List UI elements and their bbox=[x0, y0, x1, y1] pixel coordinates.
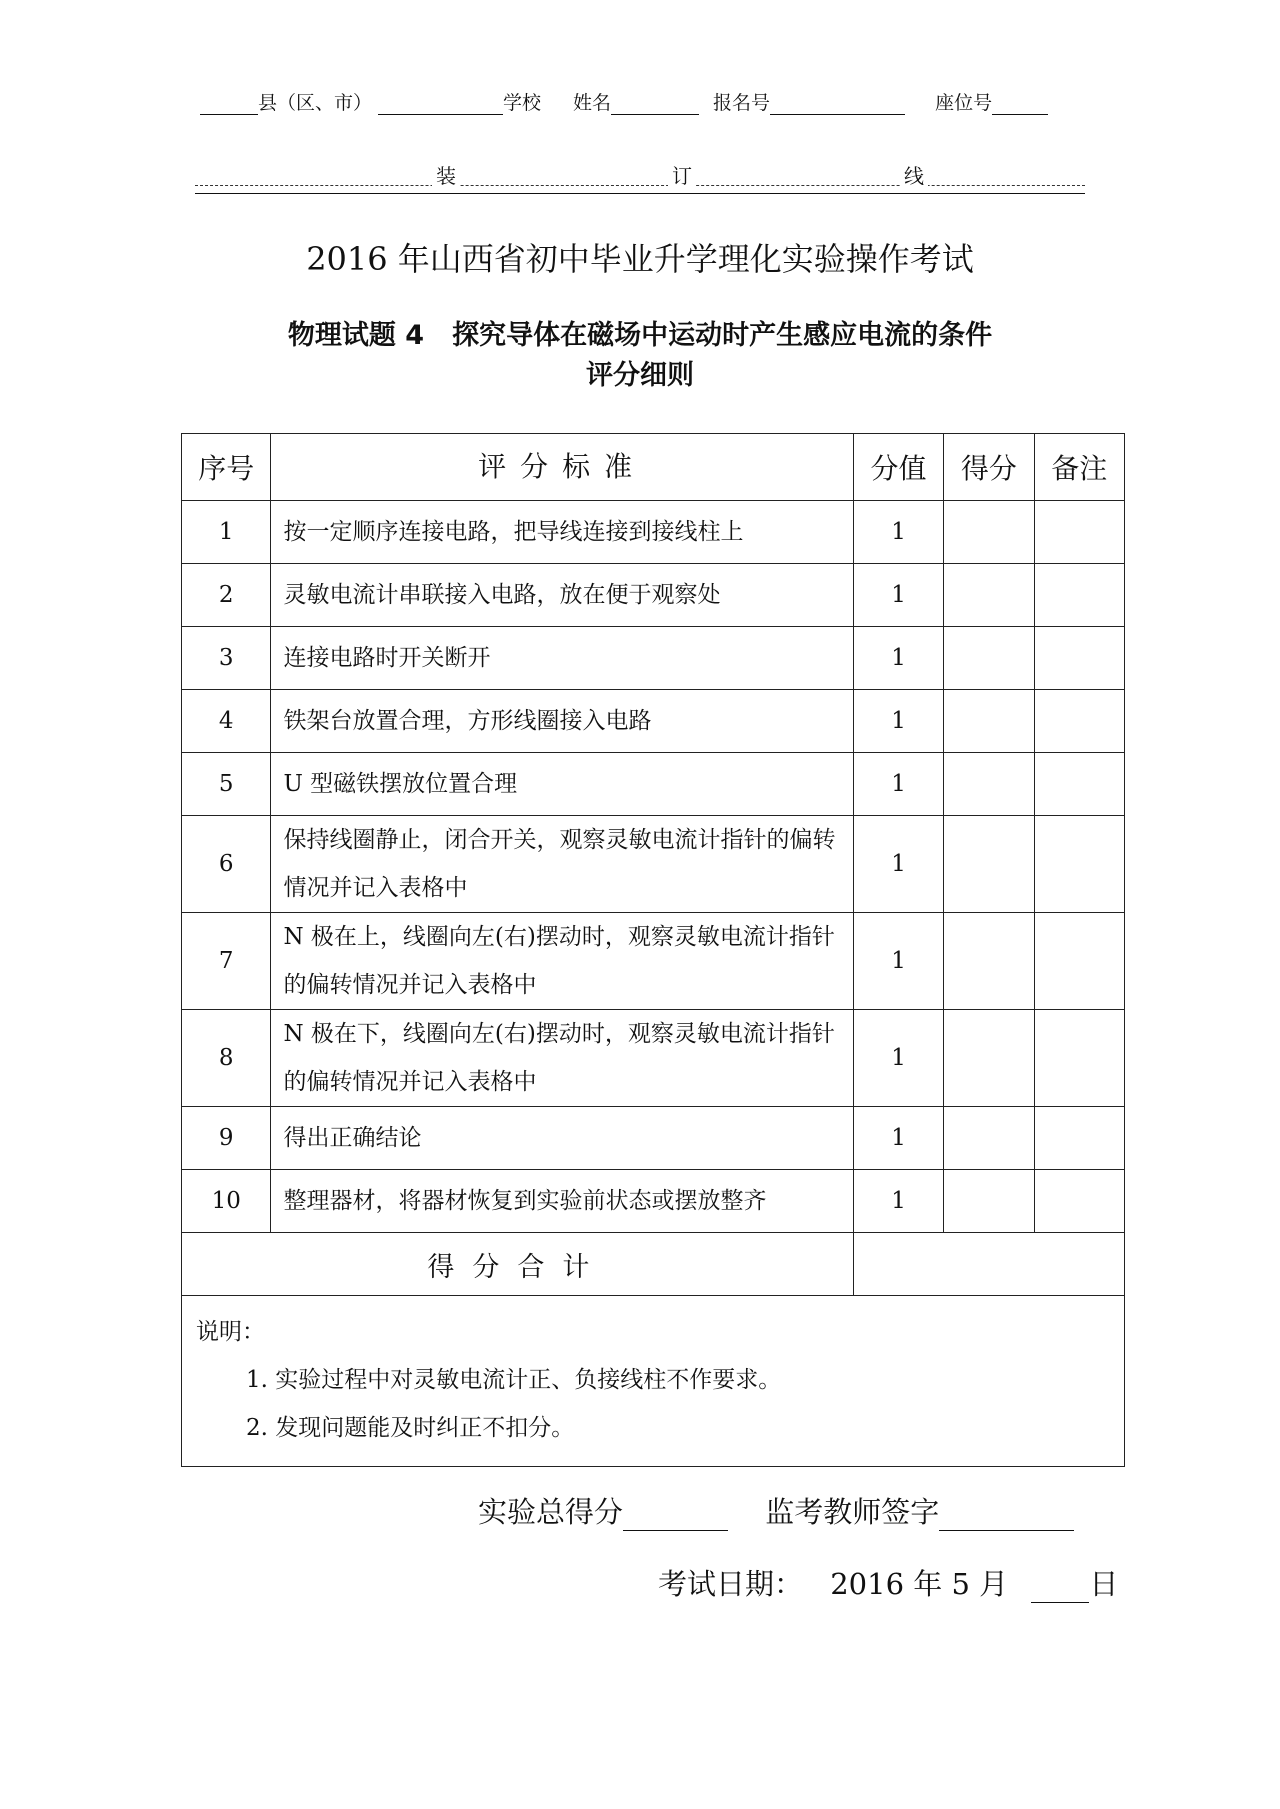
name-blank[interactable] bbox=[611, 92, 699, 115]
row-criteria: N 极在上，线圈向左(右)摆动时，观察灵敏电流计指针的偏转情况并记入表格中 bbox=[271, 913, 853, 1010]
row-note-cell[interactable] bbox=[1034, 627, 1124, 690]
row-criteria: U 型磁铁摆放位置合理 bbox=[271, 753, 853, 816]
exam-date-label: 考试日期： bbox=[658, 1567, 804, 1601]
header-score: 得分 bbox=[944, 434, 1034, 501]
row-note-cell[interactable] bbox=[1034, 690, 1124, 753]
row-number: 10 bbox=[182, 1170, 271, 1233]
row-value: 1 bbox=[853, 913, 943, 1010]
table-header-row bbox=[182, 434, 1125, 501]
row-number: 7 bbox=[182, 913, 271, 1010]
row-note-cell[interactable] bbox=[1034, 753, 1124, 816]
row-value: 1 bbox=[853, 1107, 943, 1170]
table-row bbox=[182, 753, 1125, 816]
row-criteria: 保持线圈静止，闭合开关，观察灵敏电流计指针的偏转情况并记入表格中 bbox=[271, 816, 853, 913]
binding-char-1: 装 bbox=[432, 160, 460, 189]
table-row bbox=[182, 1107, 1125, 1170]
total-row bbox=[182, 1233, 1125, 1296]
row-note-cell[interactable] bbox=[1034, 501, 1124, 564]
table-row bbox=[182, 1170, 1125, 1233]
exam-date-line bbox=[658, 1562, 1118, 1603]
school-blank[interactable] bbox=[378, 92, 503, 115]
header-note: 备注 bbox=[1034, 434, 1124, 501]
header-value: 分值 bbox=[853, 434, 943, 501]
scoring-rules-label: 评分细则 bbox=[586, 360, 694, 391]
exam-date-value: 2016 年 5 月 bbox=[830, 1567, 1009, 1601]
scoring-table bbox=[181, 433, 1125, 1467]
total-score-label: 实验总得分 bbox=[478, 1495, 624, 1529]
registration-blank[interactable] bbox=[770, 92, 905, 115]
registration-label: 报名号 bbox=[713, 92, 771, 114]
row-score-cell[interactable] bbox=[944, 627, 1034, 690]
county-label: 县（区、市） bbox=[258, 92, 373, 114]
note-item-1: 1. 实验过程中对灵敏电流计正、负接线柱不作要求。 bbox=[246, 1367, 782, 1393]
total-label: 得分合计 bbox=[182, 1233, 854, 1296]
row-criteria: 铁架台放置合理，方形线圈接入电路 bbox=[271, 690, 853, 753]
header-no: 序号 bbox=[182, 434, 271, 501]
row-value: 1 bbox=[853, 1010, 943, 1107]
row-value: 1 bbox=[853, 627, 943, 690]
seat-blank[interactable] bbox=[992, 92, 1048, 115]
seat-label: 座位号 bbox=[935, 92, 993, 114]
row-criteria: 整理器材，将器材恢复到实验前状态或摆放整齐 bbox=[271, 1170, 853, 1233]
table-row bbox=[182, 816, 1125, 913]
table-row bbox=[182, 913, 1125, 1010]
binding-solid-rule bbox=[195, 193, 1085, 194]
row-score-cell[interactable] bbox=[944, 564, 1034, 627]
row-number: 3 bbox=[182, 627, 271, 690]
note-item-2: 2. 发现问题能及时纠正不扣分。 bbox=[246, 1415, 575, 1441]
name-label: 姓名 bbox=[573, 92, 612, 114]
row-note-cell[interactable] bbox=[1034, 913, 1124, 1010]
row-score-cell[interactable] bbox=[944, 690, 1034, 753]
table-row bbox=[182, 1010, 1125, 1107]
row-number: 6 bbox=[182, 816, 271, 913]
row-value: 1 bbox=[853, 564, 943, 627]
row-note-cell[interactable] bbox=[1034, 1010, 1124, 1107]
binding-line bbox=[195, 160, 1085, 194]
row-value: 1 bbox=[853, 1170, 943, 1233]
teacher-sign-label: 监考教师签字 bbox=[765, 1495, 940, 1529]
row-number: 5 bbox=[182, 753, 271, 816]
row-value: 1 bbox=[853, 753, 943, 816]
exam-day-blank[interactable] bbox=[1031, 1572, 1089, 1603]
row-score-cell[interactable] bbox=[944, 501, 1034, 564]
page-subtitle bbox=[0, 316, 1280, 396]
row-score-cell[interactable] bbox=[944, 913, 1034, 1010]
header-criteria: 评分标准 bbox=[271, 434, 853, 501]
row-value: 1 bbox=[853, 690, 943, 753]
test-number: 物理试题 4 bbox=[287, 320, 425, 351]
total-score-cell[interactable] bbox=[853, 1233, 1124, 1296]
row-score-cell[interactable] bbox=[944, 1107, 1034, 1170]
row-score-cell[interactable] bbox=[944, 816, 1034, 913]
notes-cell bbox=[182, 1296, 1125, 1467]
notes-heading: 说明： bbox=[196, 1319, 265, 1345]
row-number: 1 bbox=[182, 501, 271, 564]
binding-char-3: 线 bbox=[900, 160, 928, 189]
table-row bbox=[182, 690, 1125, 753]
school-label: 学校 bbox=[503, 92, 542, 114]
teacher-sign-blank[interactable] bbox=[939, 1500, 1074, 1531]
county-blank[interactable] bbox=[200, 92, 258, 115]
test-topic: 探究导体在磁场中运动时产生感应电流的条件 bbox=[452, 320, 993, 351]
row-criteria: 灵敏电流计串联接入电路，放在便于观察处 bbox=[271, 564, 853, 627]
row-criteria: 按一定顺序连接电路，把导线连接到接线柱上 bbox=[271, 501, 853, 564]
row-criteria: N 极在下，线圈向左(右)摆动时，观察灵敏电流计指针的偏转情况并记入表格中 bbox=[271, 1010, 853, 1107]
row-value: 1 bbox=[853, 501, 943, 564]
table-row bbox=[182, 501, 1125, 564]
row-score-cell[interactable] bbox=[944, 1170, 1034, 1233]
row-score-cell[interactable] bbox=[944, 1010, 1034, 1107]
row-number: 9 bbox=[182, 1107, 271, 1170]
row-note-cell[interactable] bbox=[1034, 1107, 1124, 1170]
row-note-cell[interactable] bbox=[1034, 1170, 1124, 1233]
row-criteria: 连接电路时开关断开 bbox=[271, 627, 853, 690]
candidate-info-header bbox=[200, 88, 1080, 115]
row-criteria: 得出正确结论 bbox=[271, 1107, 853, 1170]
exam-day-label: 日 bbox=[1089, 1567, 1119, 1601]
table-row bbox=[182, 627, 1125, 690]
binding-dashed-rule bbox=[195, 185, 1085, 186]
row-value: 1 bbox=[853, 816, 943, 913]
row-note-cell[interactable] bbox=[1034, 564, 1124, 627]
row-number: 4 bbox=[182, 690, 271, 753]
row-number: 8 bbox=[182, 1010, 271, 1107]
binding-char-2: 订 bbox=[668, 160, 696, 189]
notes-row bbox=[182, 1296, 1125, 1467]
total-score-blank[interactable] bbox=[623, 1500, 728, 1531]
table-row bbox=[182, 564, 1125, 627]
page-title: 2016 年山西省初中毕业升学理化实验操作考试 bbox=[306, 240, 974, 278]
row-note-cell[interactable] bbox=[1034, 816, 1124, 913]
row-score-cell[interactable] bbox=[944, 753, 1034, 816]
footer-signature-line bbox=[478, 1490, 1074, 1531]
row-number: 2 bbox=[182, 564, 271, 627]
